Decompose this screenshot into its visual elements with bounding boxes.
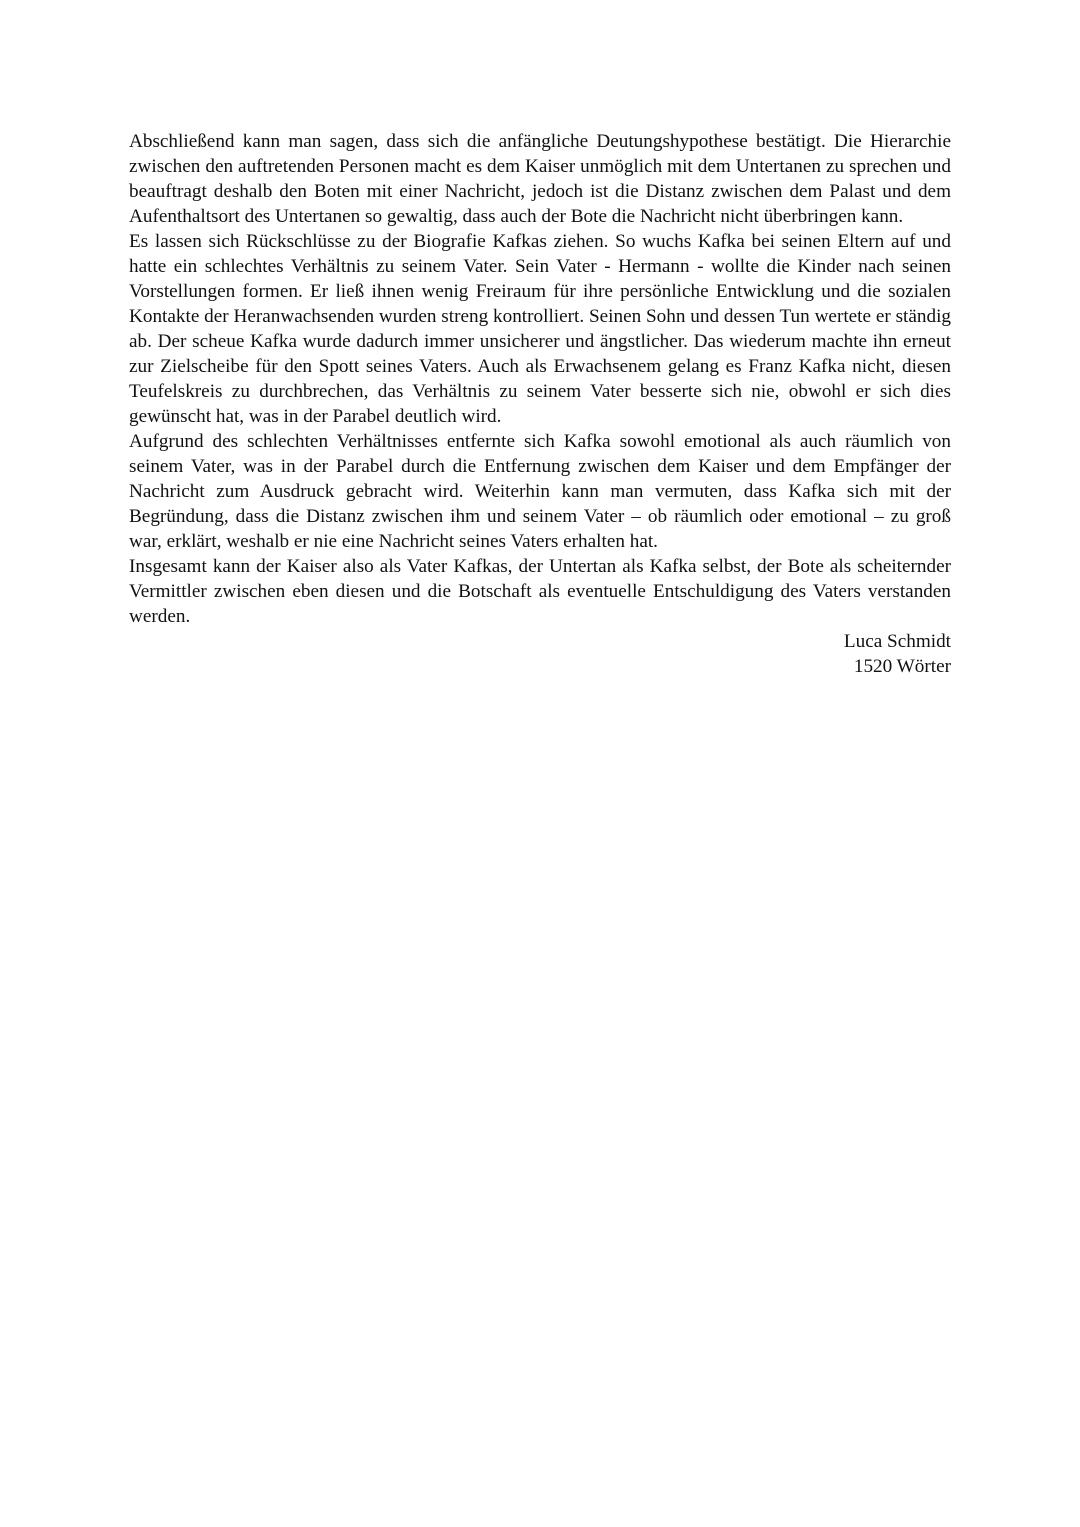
paragraph-summary: Insgesamt kann der Kaiser also als Vater Kafkas, der Untertan als Kafka selbst, der Bote als scheiternder Vermittler zwischen eben diesen und die Botschaft als eventuelle Entschuldigung des Vaters verstanden werden. bbox=[129, 556, 951, 627]
paragraph-biography: Es lassen sich Rückschlüsse zu der Biografie Kafkas ziehen. So wuchs Kafka bei seinen Eltern auf und hatte ein schlechtes Verhältnis zu seinem Vater. Sein Vater - Hermann - wollte die Kinder nach seinen Vorstellungen formen. Er ließ ihnen wenig Freiraum für ihre persönliche Entwicklung und die sozialen Kontakte der Heranwachsenden wurden streng kontrolliert. Seinen Sohn und dessen Tun wertete er ständig ab. Der scheue Kafka wurde dadurch immer unsicherer und ängstlicher. Das wiederum machte ihn erneut zur Zielscheibe für den Spott seines Vaters. Auch als Erwachsenem gelang es Franz Kafka nicht, diesen Teufelskreis zu durchbrechen, das Verhältnis zu seinem Vater besserte sich nie, obwohl er sich dies gewünscht hat, was in der Parabel deutlich wird. bbox=[129, 231, 951, 427]
paragraph-conclusion: Abschließend kann man sagen, dass sich die anfängliche Deutungshypothese bestätigt. Die Hierarchie zwischen den auftretenden Personen macht es dem Kaiser unmöglich mit dem Untertanen zu sprechen und beauftragt deshalb den Boten mit einer Nachricht, jedoch ist die Distanz zwischen dem Palast und dem Aufenthaltsort des Untertanen so gewaltig, dass auch der Bote die Nachricht nicht überbringen kann. bbox=[129, 131, 951, 227]
author-name: Luca Schmidt bbox=[843, 631, 951, 652]
word-count: 1520 Wörter bbox=[853, 656, 951, 677]
document-body bbox=[129, 129, 951, 679]
paragraph-distance: Aufgrund des schlechten Verhältnisses entfernte sich Kafka sowohl emotional als auch räumlich von seinem Vater, was in der Parabel durch die Entfernung zwischen dem Kaiser und dem Empfänger der Nachricht zum Ausdruck gebracht wird. Weiterhin kann man vermuten, dass Kafka sich mit der Begründung, dass die Distanz zwischen ihm und seinem Vater – ob räumlich oder emotional – zu groß war, erklärt, weshalb er nie eine Nachricht seines Vaters erhalten hat. bbox=[129, 431, 951, 552]
